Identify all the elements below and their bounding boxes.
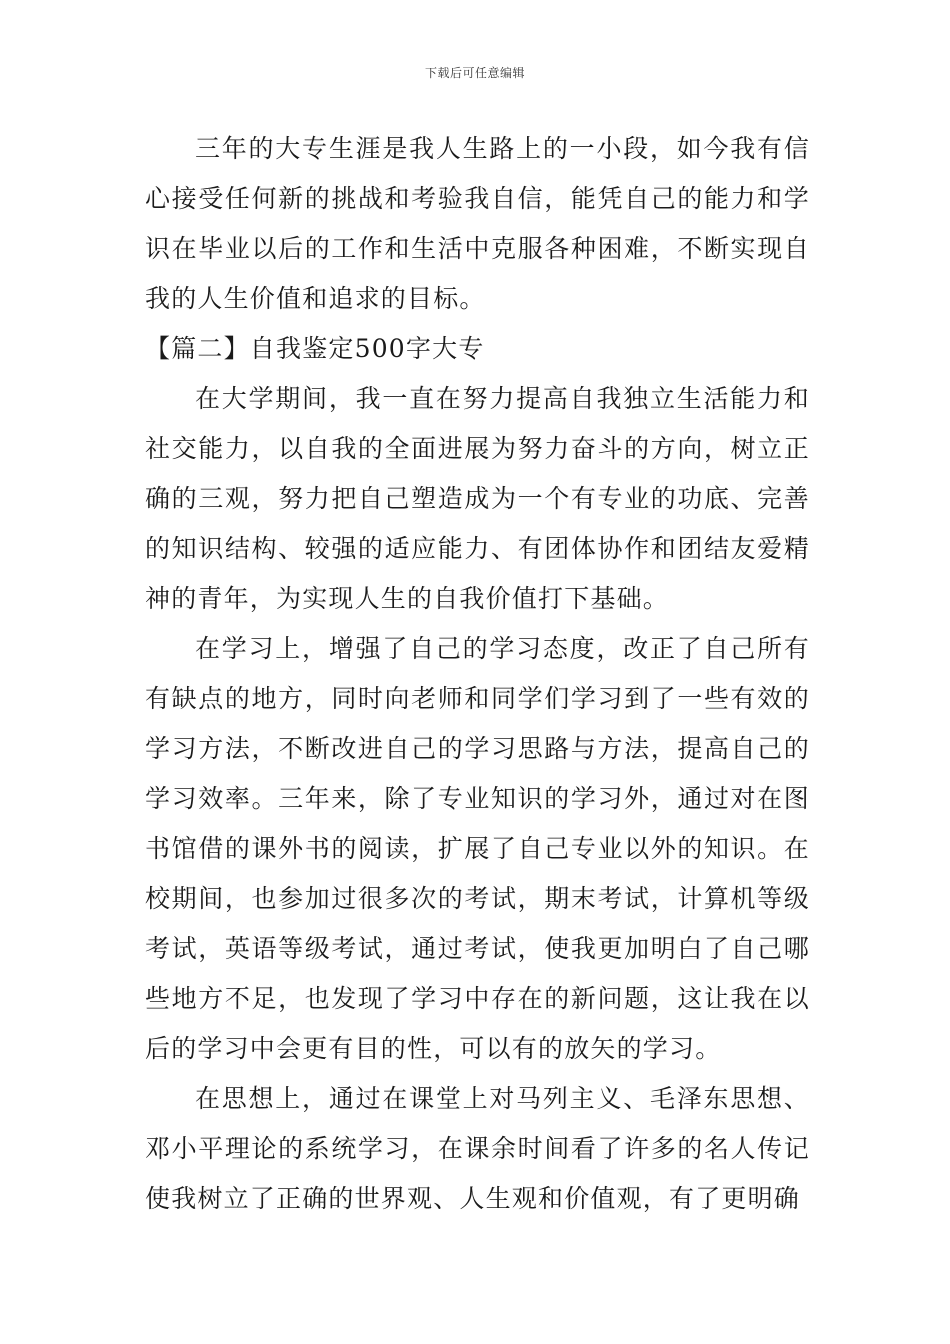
paragraph-2: 在学习上，增强了自己的学习态度，改正了自己所有有缺点的地方，同时向老师和同学们学习到了一些有效的学习方法，不断改进自己的学习思路与方法，提高自己的学习效率。三年来，除了专业知识的学习外，通过对在图书馆借的课外书的阅读，扩展了自己专业以外的知识。在校期间，也参加过很多次的考试，期末考试，计算机等级考试，英语等级考试，通过考试，使我更加明白了自己哪些地方不足，也发现了学习中存在的新问题，这让我在以后的学习中会更有目的性，可以有的放矢的学习。 [145,634,810,1063]
paragraph-3: 在思想上，通过在课堂上对马列主义、毛泽东思想、邓小平理论的系统学习，在课余时间看了许多的名人传记使我树立了正确的世界观、人生观和价值观，有了更明确 [145,1084,810,1213]
section-heading: 【篇二】自我鉴定500字大专 [145,334,485,363]
page-header: 下载后可任意编辑 [424,66,525,80]
document-body [145,124,810,1224]
paragraph-intro: 三年的大专生涯是我人生路上的一小段，如今我有信心接受任何新的挑战和考验我自信，能凭自己的能力和学识在毕业以后的工作和生活中克服各种困难，不断实现自我的人生价值和追求的目标。 [145,134,810,313]
paragraph-1: 在大学期间，我一直在努力提高自我独立生活能力和社交能力，以自我的全面进展为努力奋斗的方向，树立正确的三观，努力把自己塑造成为一个有专业的功底、完善的知识结构、较强的适应能力、有团体协作和团结友爱精神的青年，为实现人生的自我价值打下基础。 [145,384,810,613]
